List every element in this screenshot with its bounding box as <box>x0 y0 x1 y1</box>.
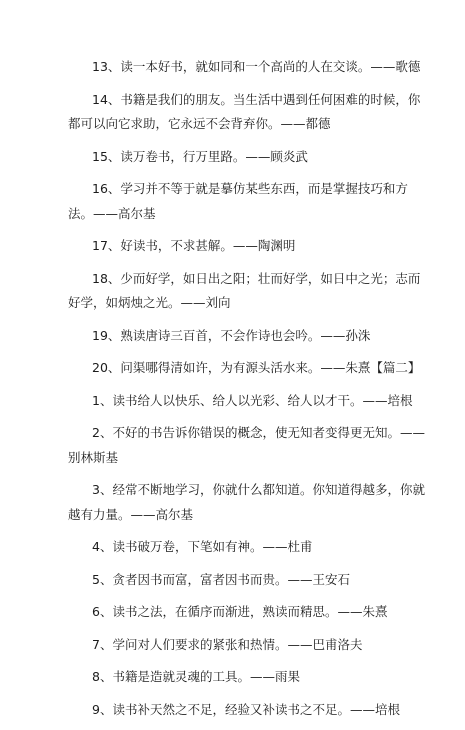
quote-item: 17、好读书，不求甚解。——陶渊明 <box>92 238 296 253</box>
quote-item: 3、经常不断地学习，你就什么都知道。你知道得越多，你就越有力量。——高尔基 <box>68 482 425 522</box>
quote-item: 8、书籍是造就灵魂的工具。——雨果 <box>92 669 300 684</box>
quote-item: 13、读一本好书，就如同和一个高尚的人在交谈。——歌德 <box>92 59 421 74</box>
quote-item: 7、学问对人们要求的紧张和热情。——巴甫洛夫 <box>92 636 363 652</box>
quote-item: 19、熟读唐诗三百首，不会作诗也会吟。——孙洙 <box>92 327 371 343</box>
quote-item: 20、问渠哪得清如许，为有源头活水来。——朱熹【篇二】 <box>92 360 421 375</box>
quote-item: 1、读书给人以快乐、给人以光彩、给人以才干。——培根 <box>92 392 413 408</box>
quote-item: 6、读书之法，在循序而渐进，熟读而精思。——朱熹 <box>92 604 388 619</box>
quote-item: 4、读书破万卷，下笔如有神。——杜甫 <box>92 539 313 554</box>
quote-item: 15、读万卷书，行万里路。——顾炎武 <box>92 148 308 164</box>
quote-item: 9、读书补天然之不足，经验又补读书之不足。——培根 <box>92 701 400 717</box>
quote-item: 14、书籍是我们的朋友。当生活中遇到任何困难的时候，你都可以向它求助，它永远不会背弃你。——都德 <box>68 91 421 131</box>
quote-item: 5、贪者因书而富，富者因书而贵。——王安石 <box>92 571 350 587</box>
quote-list <box>68 55 428 730</box>
quote-item: 18、少而好学，如日出之阳；壮而好学，如日中之光；志而好学，如炳烛之光。——刘向 <box>68 270 421 310</box>
quote-item: 16、学习并不等于就是摹仿某些东西，而是掌握技巧和方法。——高尔基 <box>68 181 408 221</box>
quote-item: 2、不好的书告诉你错误的概念，使无知者变得更无知。——别林斯基 <box>68 425 425 465</box>
